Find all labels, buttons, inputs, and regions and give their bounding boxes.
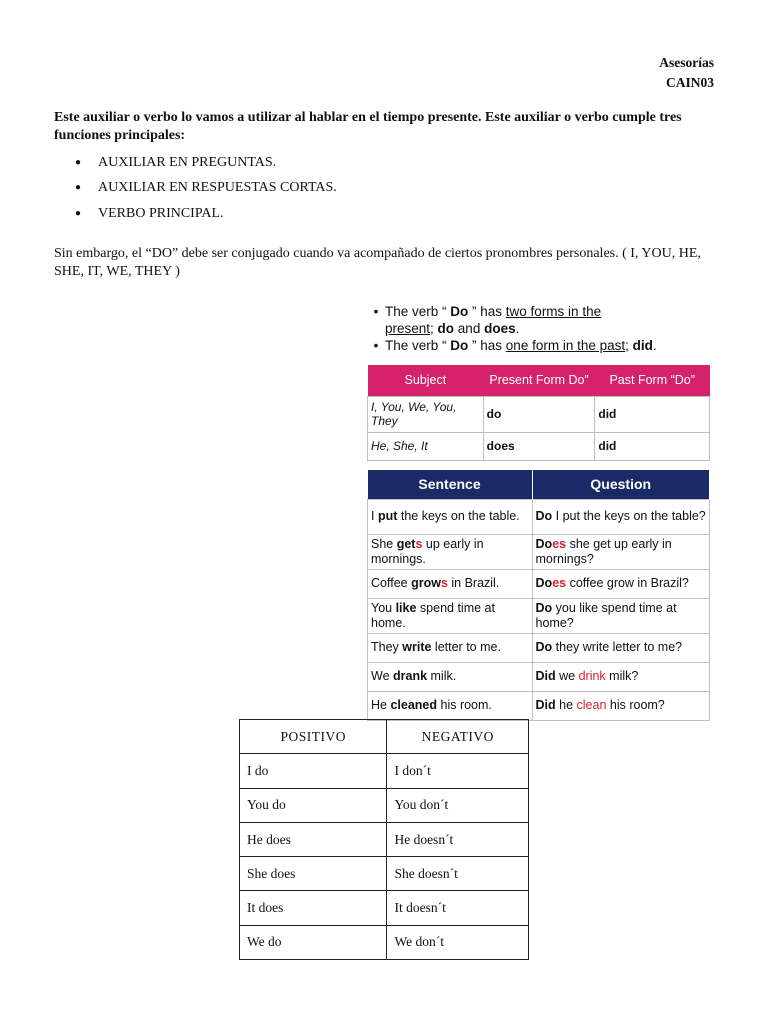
table-cell: I do — [240, 754, 387, 788]
column-header: Subject — [368, 365, 484, 396]
list-item — [75, 150, 337, 176]
column-header-positivo: POSITIVO — [240, 720, 387, 754]
do-forms-image — [367, 300, 710, 718]
table-cell: We do — [240, 925, 387, 959]
question-cell: Do you like spend time at home? — [532, 598, 709, 633]
table-header-row — [368, 365, 710, 396]
table-cell: did — [595, 432, 710, 460]
sentence-cell: Coffee grows in Brazil. — [368, 569, 533, 598]
table-header-row — [240, 720, 529, 754]
question-cell: Does she get up early in mornings? — [532, 534, 709, 569]
bullet-icon: ● — [75, 156, 82, 168]
positive-negative-table — [239, 719, 529, 960]
verb-note-line: • The verb “ Do ” has one form in the past; did. — [367, 337, 710, 354]
list-item-text: VERBO PRINCIPAL. — [98, 205, 224, 221]
document-header — [659, 53, 714, 93]
question-cell: Did he clean his room? — [532, 691, 709, 720]
table-row — [368, 499, 710, 534]
table-cell: We don´t — [387, 925, 529, 959]
table-row — [240, 891, 529, 925]
list-item-text: AUXILIAR EN RESPUESTAS CORTAS. — [98, 180, 337, 196]
sentence-cell: He cleaned his room. — [368, 691, 533, 720]
sentence-question-table — [367, 470, 710, 721]
table-cell: He doesn´t — [387, 822, 529, 856]
table-cell: I don´t — [387, 754, 529, 788]
table-cell: do — [483, 396, 595, 432]
table-row — [240, 925, 529, 959]
bullet-icon: ● — [75, 182, 82, 194]
table-row — [368, 633, 710, 662]
table-cell: He, She, It — [368, 432, 484, 460]
column-header: Question — [532, 470, 709, 499]
column-header: Sentence — [368, 470, 533, 499]
intro-paragraph: Este auxiliar o verbo lo vamos a utilizar al hablar en el tiempo presente. Este auxiliar o verbo cumple tres funciones principales: — [54, 110, 682, 143]
verb-note-line: • The verb “ Do ” has two forms in the — [367, 303, 710, 320]
table-cell: did — [595, 396, 710, 432]
table-row — [368, 598, 710, 633]
verb-note-line: present; do and does. — [385, 321, 520, 336]
table-row — [240, 857, 529, 891]
table-cell: It doesn´t — [387, 891, 529, 925]
table-row — [368, 569, 710, 598]
verb-note — [367, 303, 710, 354]
bullet-icon: • — [373, 304, 379, 319]
list-item-text: AUXILIAR EN PREGUNTAS. — [98, 154, 277, 170]
table-cell: I, You, We, You, They — [368, 396, 484, 432]
table-row — [240, 754, 529, 788]
question-cell: Do I put the keys on the table? — [532, 499, 709, 534]
table-row — [240, 822, 529, 856]
table-row — [368, 432, 710, 460]
question-cell: Do they write letter to me? — [532, 633, 709, 662]
table-cell: It does — [240, 891, 387, 925]
functions-list — [75, 150, 337, 227]
table-cell: She doesn´t — [387, 857, 529, 891]
pronouns-paragraph: Sin embargo, el “DO” debe ser conjugado cuando va acompañado de ciertos pronombres personales. ( I, YOU, HE, SHE, IT, WE, THEY ) — [54, 246, 701, 279]
column-header: Past Form “Do” — [595, 365, 710, 396]
table-row — [368, 691, 710, 720]
bullet-icon: • — [373, 338, 379, 353]
sentence-cell: They write letter to me. — [368, 633, 533, 662]
table-cell: You don´t — [387, 788, 529, 822]
table-row — [368, 396, 710, 432]
table-cell: He does — [240, 822, 387, 856]
list-item — [75, 201, 337, 227]
header-code: CAIN03 — [665, 75, 714, 90]
table-row — [368, 662, 710, 691]
table-row — [240, 788, 529, 822]
sentence-cell: You like spend time at home. — [368, 598, 533, 633]
table-cell: You do — [240, 788, 387, 822]
header-asesorias: Asesorías — [659, 55, 714, 70]
table-header-row — [368, 470, 710, 499]
question-cell: Did we drink milk? — [532, 662, 709, 691]
sentence-cell: She gets up early in mornings. — [368, 534, 533, 569]
bullet-icon: ● — [75, 207, 82, 219]
sentence-cell: We drank milk. — [368, 662, 533, 691]
sentence-cell: I put the keys on the table. — [368, 499, 533, 534]
table-cell: She does — [240, 857, 387, 891]
forms-table — [367, 365, 710, 461]
column-header-negativo: NEGATIVO — [387, 720, 529, 754]
question-cell: Does coffee grow in Brazil? — [532, 569, 709, 598]
table-row — [368, 534, 710, 569]
column-header: Present Form Do” — [483, 365, 595, 396]
table-cell: does — [483, 432, 595, 460]
list-item — [75, 176, 337, 202]
